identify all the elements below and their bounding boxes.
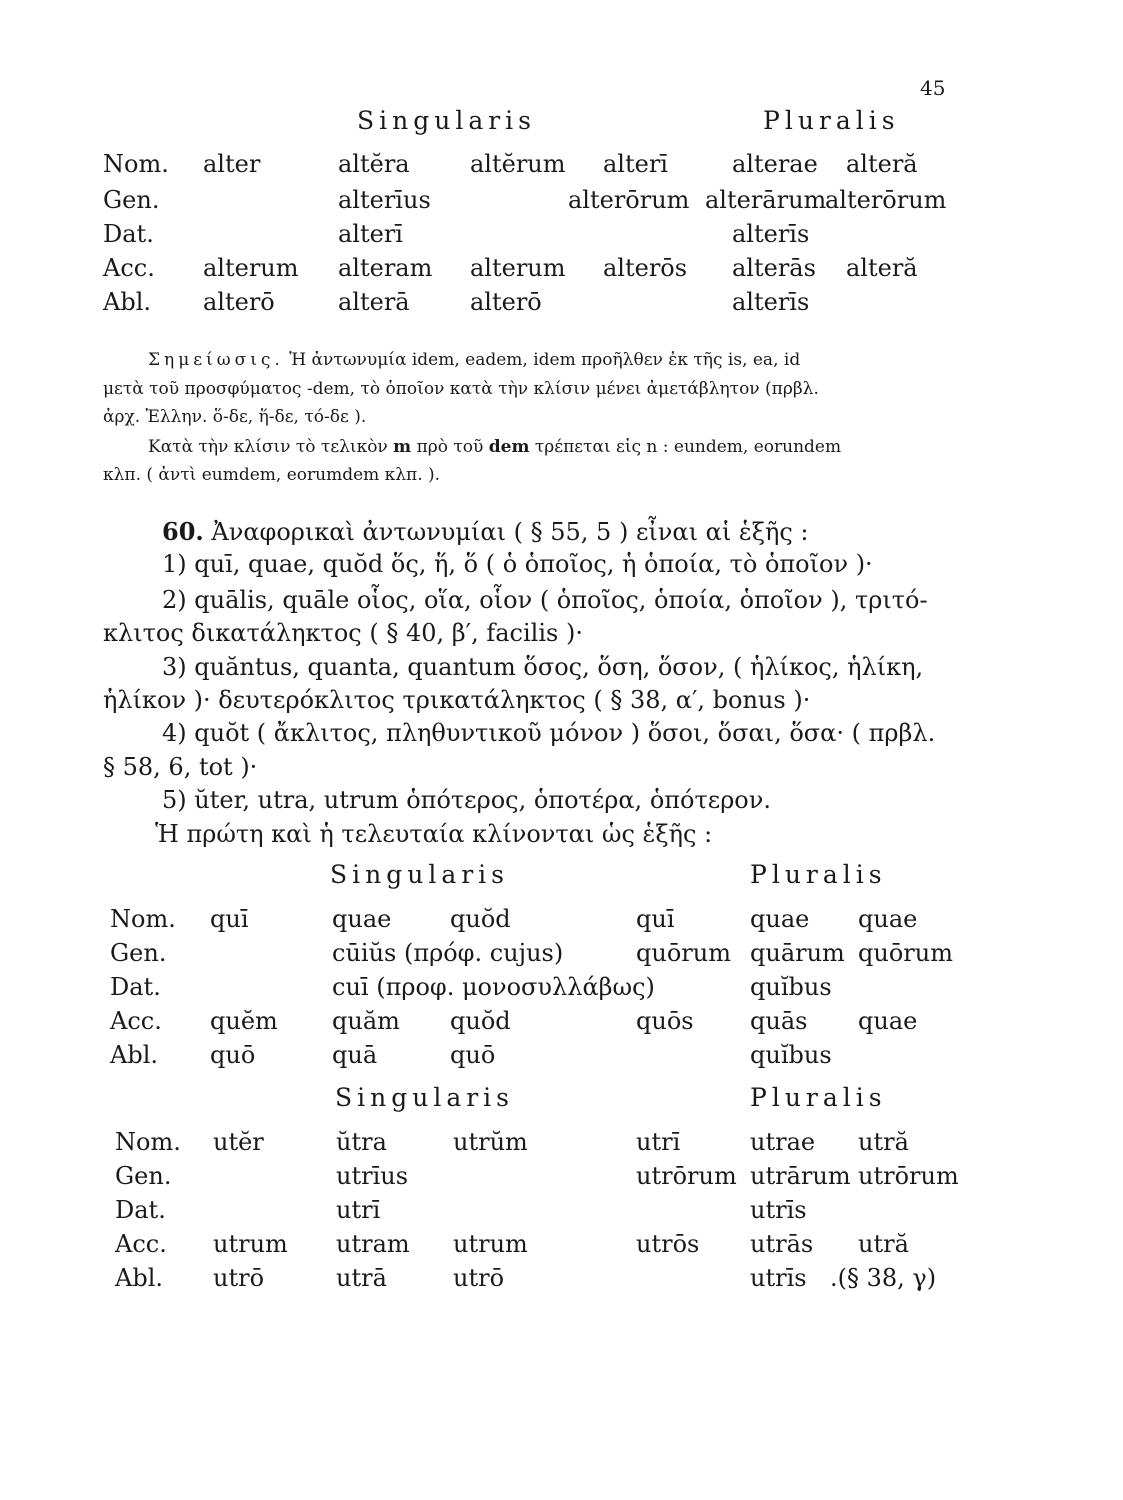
table-cell: quī xyxy=(636,905,675,933)
table-cell: utră xyxy=(858,1128,909,1156)
table-cell: alterī xyxy=(338,220,403,248)
section-heading xyxy=(162,517,809,546)
table-cell: quō xyxy=(210,1041,256,1069)
table-cell: utrī xyxy=(336,1196,381,1224)
table-cell: quī xyxy=(210,905,249,933)
table-cell: quae xyxy=(332,905,392,933)
table-header-singularis: Singularis xyxy=(330,860,510,889)
case-label: Abl. xyxy=(115,1264,163,1292)
table-cell: alterōs xyxy=(603,254,688,282)
table-cell: quōs xyxy=(636,1007,694,1035)
table-cell: quĭbus xyxy=(750,973,832,1001)
section-number: 60. xyxy=(162,517,204,546)
list-item: 4) quŏt ( ἄκλιτος, πληθυντικοῦ μόνον ) ὅσοι, ὅσαι, ὅσα· ( πρβλ. xyxy=(162,719,936,747)
table-cell: quōrum xyxy=(858,939,953,967)
table-cell-reference: .(§ 38, γ) xyxy=(830,1264,937,1292)
case-label: Dat. xyxy=(103,220,154,248)
list-item: 1) quī, quae, quŏd ὅς, ἥ, ὅ ( ὁ ὁποῖος, ἡ ὁποία, τὸ ὁποῖον )· xyxy=(162,550,873,578)
list-item: 2) quālis, quāle οἷος, οἵα, οἷον ( ὁποῖος, ὁποία, ὁποῖον ), τριτό- xyxy=(162,586,928,614)
case-label: Acc. xyxy=(110,1007,162,1035)
table-header-singularis: Singularis xyxy=(335,1083,515,1112)
table-cell: altĕrum xyxy=(470,150,566,178)
table-cell: alteră xyxy=(846,254,918,282)
table-cell: quae xyxy=(858,1007,918,1035)
table-cell: alterae xyxy=(732,150,818,178)
table-header-pluralis: Pluralis xyxy=(750,1083,887,1112)
table-cell: quŏd xyxy=(450,905,511,933)
table-cell: quae xyxy=(858,905,918,933)
case-label: Acc. xyxy=(115,1230,167,1258)
list-item-continuation: κλιτος δικατάληκτος ( § 40, β′, facilis )· xyxy=(103,619,583,647)
case-label: Gen. xyxy=(103,186,160,214)
case-label: Abl. xyxy=(110,1041,158,1069)
list-item-continuation: ἡλίκον )· δευτερόκλιτος τρικατάληκτος ( § 38, α′, bonus )· xyxy=(103,686,811,714)
note-text: Ἡ ἀντωνυμία idem, eadem, idem προῆλθεν ἐκ τῆς is, ea, id xyxy=(289,350,801,370)
table-cell: alterum xyxy=(203,254,299,282)
table-cell: quae xyxy=(750,905,810,933)
table-cell: utrōs xyxy=(636,1230,700,1258)
table-cell: alterō xyxy=(470,288,542,316)
case-label: Nom. xyxy=(103,150,169,178)
table-cell: alterō xyxy=(203,288,275,316)
table-cell: alterīs xyxy=(732,220,810,248)
section-heading-text: Ἀναφορικαὶ ἀντωνυμίαι ( § 55, 5 ) εἶναι αἱ ἑξῆς : xyxy=(211,518,809,546)
list-item: 5) ŭter, utra, utrum ὁπότερος, ὁποτέρα, ὁπότερον. xyxy=(162,786,771,814)
case-label: Dat. xyxy=(115,1196,166,1224)
table-cell: quōrum xyxy=(636,939,731,967)
table-cell: alteră xyxy=(846,150,918,178)
table-cell: alter xyxy=(203,150,261,178)
table-cell: utrō xyxy=(453,1264,505,1292)
case-label: Gen. xyxy=(110,939,167,967)
case-label: Nom. xyxy=(115,1128,181,1156)
closing-line: Ἡ πρώτη καὶ ἡ τελευταία κλίνονται ὡς ἑξῆς : xyxy=(155,820,713,848)
table-cell: utrīs xyxy=(750,1264,807,1292)
table-cell: cūiŭs (πρόφ. cujus) xyxy=(332,939,564,967)
table-cell: altĕra xyxy=(338,150,410,178)
table-cell: cuī (προφ. μονοσυλλάβως) xyxy=(332,973,655,1001)
table-cell: quăm xyxy=(332,1007,400,1035)
table-cell: alteram xyxy=(338,254,433,282)
table-cell: utrum xyxy=(213,1230,288,1258)
note-text: τρέπεται εἰς n : eundem, eorundem xyxy=(534,437,842,457)
table-cell: utĕr xyxy=(213,1128,264,1156)
case-label: Acc. xyxy=(103,254,155,282)
table-cell: utrās xyxy=(750,1230,814,1258)
table-cell: utrōrum xyxy=(636,1162,737,1190)
list-item: 3) quăntus, quanta, quantum ὅσος, ὅση, ὅσον, ( ἡλίκος, ἡλίκη, xyxy=(162,653,924,681)
table-cell: utrārum xyxy=(750,1162,851,1190)
note-line: κλπ. ( ἀντὶ eumdem, eorumdem κλπ. ). xyxy=(103,465,441,485)
table-cell: utrā xyxy=(336,1264,387,1292)
table-cell: quŏd xyxy=(450,1007,511,1035)
table-cell: alterōrum xyxy=(825,186,947,214)
page-number: 45 xyxy=(920,76,946,100)
table-cell: utră xyxy=(858,1230,909,1258)
table-cell: alterī xyxy=(603,150,668,178)
case-label: Dat. xyxy=(110,973,161,1001)
table-cell: alterōrum xyxy=(568,186,690,214)
table-cell: quārum xyxy=(750,939,845,967)
table-cell: quō xyxy=(450,1041,496,1069)
table-cell: ŭtra xyxy=(336,1128,387,1156)
note-text: πρὸ τοῦ xyxy=(416,437,484,457)
case-label: Abl. xyxy=(103,288,151,316)
note-line: ἀρχ. Ἑλλην. ὅ-δε, ἥ-δε, τό-δε ). xyxy=(103,407,367,427)
table-cell: quĭbus xyxy=(750,1041,832,1069)
note-emphasis: m xyxy=(393,437,412,457)
note-line: μετὰ τοῦ προσφύματος -dem, τὸ ὁποῖον κατὰ τὴν κλίσιν μένει ἀμετάβλητον (πρβλ. xyxy=(103,379,819,399)
table-header-pluralis: Pluralis xyxy=(750,860,887,889)
table-cell: alterārum xyxy=(705,186,827,214)
case-label: Nom. xyxy=(110,905,176,933)
list-item-continuation: § 58, 6, tot )· xyxy=(103,753,258,781)
case-label: Gen. xyxy=(115,1162,172,1190)
table-cell: utrŭm xyxy=(453,1128,528,1156)
note-label: Σημείωσις. xyxy=(148,350,284,370)
table-header-pluralis: Pluralis xyxy=(763,106,900,135)
table-cell: utrōrum xyxy=(858,1162,959,1190)
note-emphasis: dem xyxy=(488,437,530,457)
table-cell: alterīus xyxy=(338,186,431,214)
table-cell: quĕm xyxy=(210,1007,278,1035)
table-cell: utrō xyxy=(213,1264,265,1292)
table-cell: utram xyxy=(336,1230,410,1258)
table-cell: utrī xyxy=(636,1128,681,1156)
note-line xyxy=(148,350,800,370)
note-line xyxy=(148,437,841,457)
table-cell: alterās xyxy=(732,254,816,282)
table-cell: utrīus xyxy=(336,1162,409,1190)
table-cell: utrīs xyxy=(750,1196,807,1224)
table-cell: quās xyxy=(750,1007,808,1035)
table-cell: utrum xyxy=(453,1230,528,1258)
table-cell: quā xyxy=(332,1041,378,1069)
note-text: Κατὰ τὴν κλίσιν τὸ τελικὸν xyxy=(148,437,388,457)
table-cell: alterā xyxy=(338,288,410,316)
table-cell: alterum xyxy=(470,254,566,282)
table-cell: utrae xyxy=(750,1128,816,1156)
table-cell: alterīs xyxy=(732,288,810,316)
table-header-singularis: Singularis xyxy=(357,106,537,135)
